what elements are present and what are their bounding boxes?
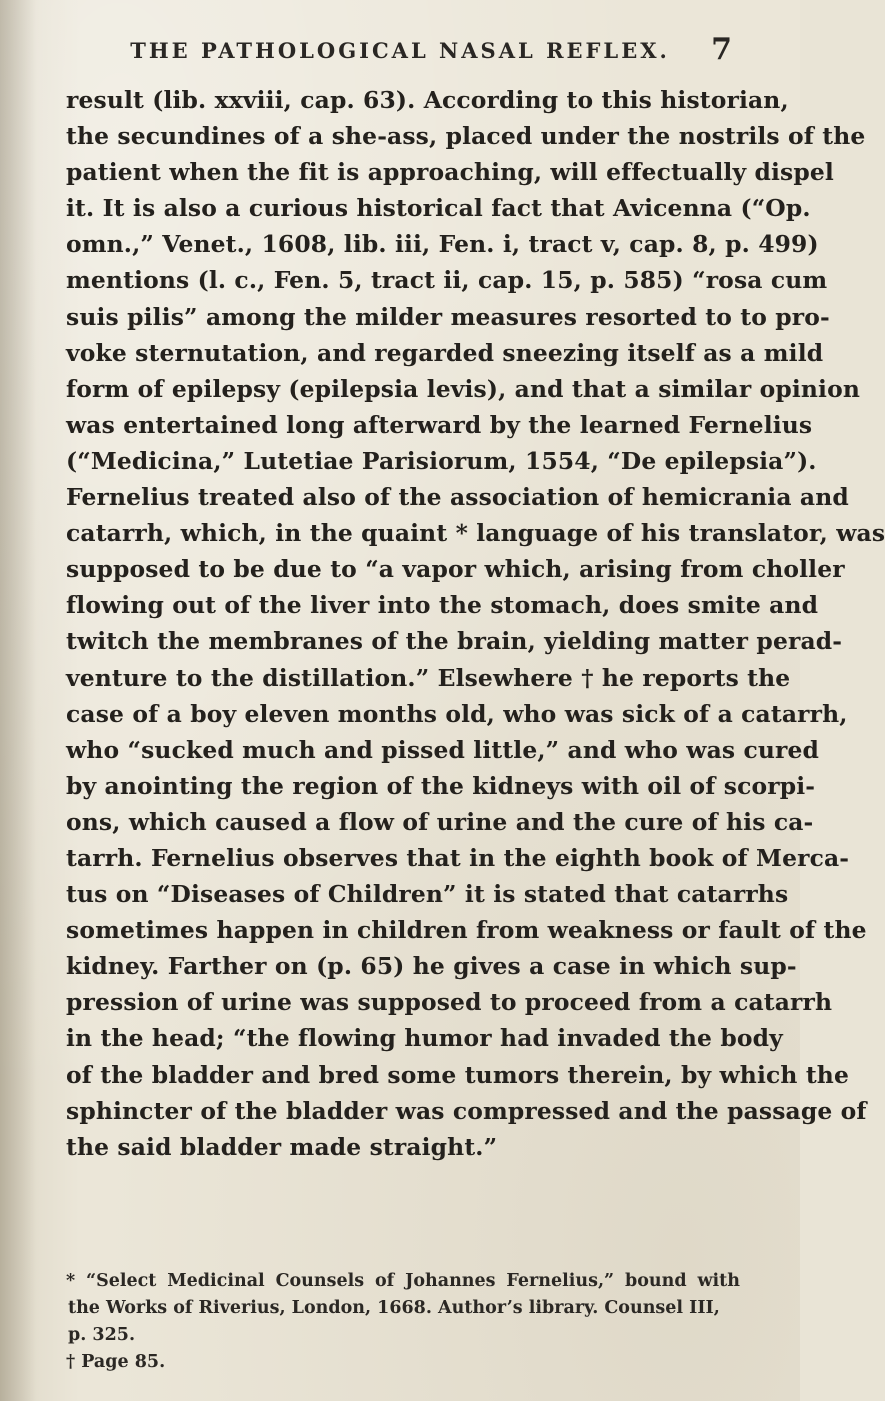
body-line: tus on “Diseases of Children” it is stated that catarrhs — [66, 880, 789, 909]
footnote-line: * “Select Medicinal Counsels of Johannes Fernelius,” bound with — [66, 1271, 740, 1291]
page-number: 7 — [711, 32, 732, 67]
footnote-line: † Page 85. — [66, 1352, 166, 1372]
body-line: patient when the fit is approaching, will effectually dispel — [66, 158, 834, 187]
body-line: of the bladder and bred some tumors therein, by which the — [66, 1060, 849, 1089]
body-line: suis pilis” among the milder measures resorted to to pro- — [66, 302, 830, 331]
body-line: voke sternutation, and regarded sneezing itself as a mild — [66, 338, 824, 367]
body-line: venture to the distillation.” Elsewhere † he reports the — [66, 663, 791, 692]
body-line: the said bladder made straight.” — [66, 1132, 498, 1161]
body-line: sometimes happen in children from weakness or fault of the — [66, 916, 867, 945]
body-line: omn.,” Venet., 1608, lib. iii, Fen. i, tract v, cap. 8, p. 499) — [66, 230, 819, 259]
body-line: flowing out of the liver into the stomach, does smite and — [66, 591, 819, 620]
body-line: mentions (l. c., Fen. 5, tract ii, cap. 15, p. 585) “rosa cum — [66, 266, 828, 295]
body-line: (“Medicina,” Lutetiae Parisiorum, 1554, “De epilepsia”). — [66, 446, 817, 475]
footnote-line: the Works of Riverius, London, 1668. Author’s library. Counsel III, — [68, 1298, 720, 1318]
body-line: was entertained long afterward by the learned Fernelius — [66, 410, 813, 439]
footnote-line: p. 325. — [68, 1325, 136, 1345]
body-line: in the head; “the flowing humor had invaded the body — [66, 1024, 783, 1053]
body-line: form of epilepsy (epilepsia levis), and that a similar opinion — [66, 374, 860, 403]
running-title: THE PATHOLOGICAL NASAL REFLEX. — [130, 38, 670, 63]
body-line: twitch the membranes of the brain, yielding matter perad- — [66, 627, 843, 656]
body-line: kidney. Farther on (p. 65) he gives a case in which sup- — [66, 952, 797, 981]
body-line: case of a boy eleven months old, who was sick of a catarrh, — [66, 699, 848, 728]
body-line: the secundines of a she-ass, placed under the nostrils of the — [66, 122, 866, 151]
spine-shadow — [0, 0, 36, 1401]
body-paragraph — [66, 82, 885, 1165]
body-line: Fernelius treated also of the association of hemicrania and — [66, 483, 849, 512]
body-line: result (lib. xxviii, cap. 63). According to this historian, — [66, 86, 789, 114]
body-line: supposed to be due to “a vapor which, arising from choller — [66, 555, 845, 584]
body-line: it. It is also a curious historical fact that Avicenna (“Op. — [66, 194, 811, 223]
body-line: who “sucked much and pissed little,” and who was cured — [66, 735, 820, 764]
running-head — [0, 32, 800, 78]
body-line: ons, which caused a flow of urine and the cure of his ca- — [66, 807, 814, 836]
footnotes — [66, 1268, 740, 1376]
body-line: pression of urine was supposed to proceed from a catarrh — [66, 988, 833, 1017]
body-line: by anointing the region of the kidneys with oil of scorpi- — [66, 771, 816, 800]
body-line: sphincter of the bladder was compressed and the passage of — [66, 1096, 867, 1125]
body-line: tarrh. Fernelius observes that in the eighth book of Merca- — [66, 843, 850, 872]
body-line: catarrh, which, in the quaint * language of his translator, was — [66, 519, 885, 548]
